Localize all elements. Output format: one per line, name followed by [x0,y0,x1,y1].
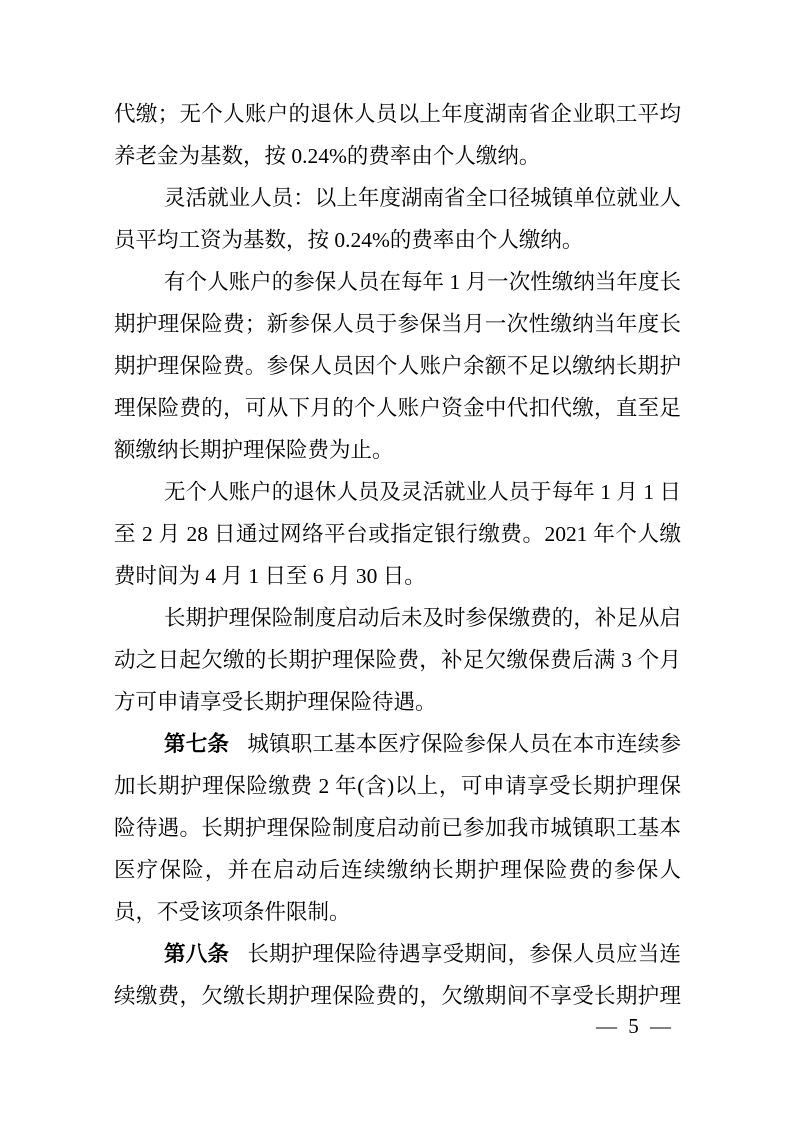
text-line: 养老金为基数，按 0.24%的费率由个人缴纳。 [114,144,541,168]
text-line: 无个人账户的退休人员及灵活就业人员于每年 1 月 1 日 [164,480,681,504]
text-line: 灵活就业人员：以上年度湖南省全口径城镇单位就业人 [164,186,681,210]
text-line: 至 2 月 28 日通过网络平台或指定银行缴费。2021 年个人缴 [114,522,681,546]
text-line [114,723,681,765]
text-line: 期护理保险费。参保人员因个人账户余额不足以缴纳长期护 [114,354,681,378]
paragraph [114,471,681,597]
paragraph [114,597,681,723]
text-line: 员，不受该项条件限制。 [114,900,351,924]
paragraph [114,93,681,177]
text-run: 长期护理保险待遇享受期间，参保人员应当连 [247,942,681,966]
text-line: 医疗保险，并在启动后连续缴纳长期护理保险费的参保人 [114,858,681,882]
text-line [114,933,681,975]
article-number: 第八条 [164,942,230,966]
paragraph [114,933,681,1017]
text-line: 动之日起欠缴的长期护理保险费，补足欠缴保费后满 3 个月 [114,648,681,672]
text-line: 方可申请享受长期护理保险待遇。 [114,690,437,714]
paragraph [114,261,681,471]
text-run: 城镇职工基本医疗保险参保人员在本市连续参 [247,732,681,756]
text-line: 续缴费，欠缴长期护理保险费的，欠缴期间不享受长期护理 [114,984,681,1008]
paragraph [114,723,681,933]
paragraph [114,177,681,261]
text-line: 险待遇。长期护理保险制度启动前已参加我市城镇职工基本 [114,816,681,840]
page-number: — 5 — [596,1014,674,1038]
text-line: 期护理保险费；新参保人员于参保当月一次性缴纳当年度长 [114,312,681,336]
text-line: 理保险费的，可从下月的个人账户资金中代扣代缴，直至足 [114,396,681,420]
text-line: 额缴纳长期护理保险费为止。 [114,438,394,462]
text-line: 长期护理保险制度启动后未及时参保缴费的，补足从启 [164,606,681,630]
text-line: 有个人账户的参保人员在每年 1 月一次性缴纳当年度长 [164,270,681,294]
document-body [114,93,681,1017]
text-line: 加长期护理保险缴费 2 年(含)以上，可申请享受长期护理保 [114,774,681,798]
text-line: 代缴；无个人账户的退休人员以上年度湖南省企业职工平均 [114,102,681,126]
text-line: 员平均工资为基数，按 0.24%的费率由个人缴纳。 [114,228,584,252]
article-number: 第七条 [164,732,230,756]
text-line: 费时间为 4 月 1 日至 6 月 30 日。 [114,564,426,588]
